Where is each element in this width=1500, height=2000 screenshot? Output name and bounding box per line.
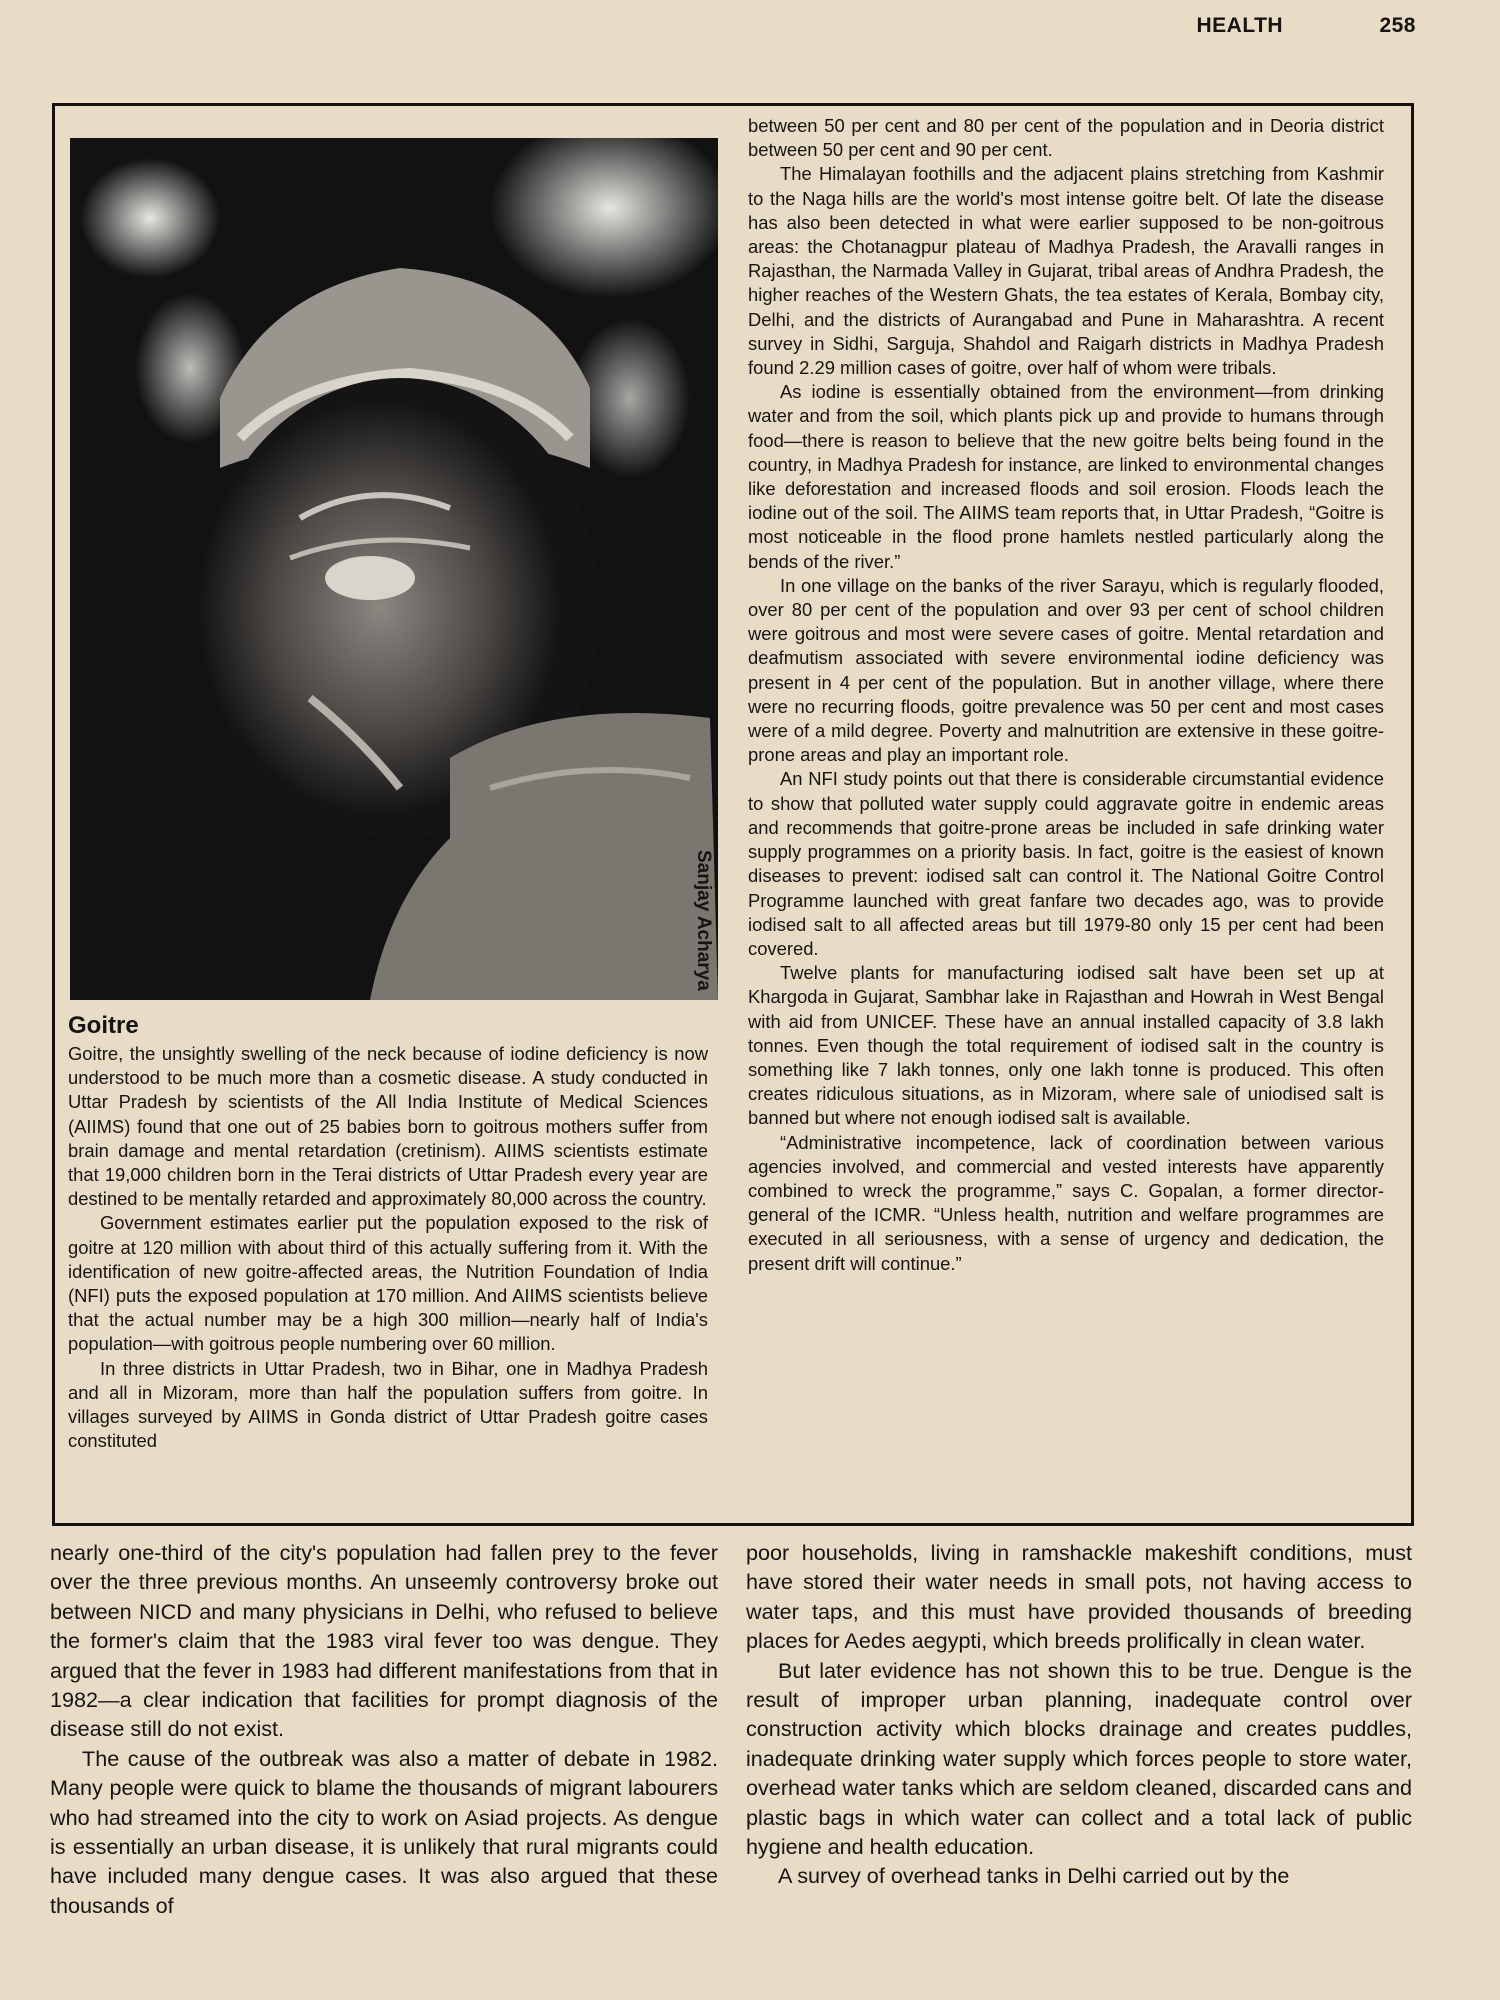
section-title: HEALTH <box>1196 14 1284 37</box>
box-paragraph: The Himalayan foothills and the adjacent plains stretching from Kashmir to the Naga hills are the world's most intense goitre belt. Of late the disease has also been detected in what were earlier supposed to be non-goitrous areas: the Chotanagpur plateau of Madhya Pradesh, the Aravalli ranges in Rajasthan, the Narmada Valley in Gujarat, tribal areas of Andhra Pradesh, the higher reaches of the Western Ghats, the tea estates of Kerala, Bombay city, Delhi, and the districts of Aurangabad and Pune in Maharashtra. A recent survey in Sidhi, Sarguja, Shahdol and Raigarh districts in Madhya Pradesh found 2.29 million cases of goitre, over half of whom were tribals. <box>748 163 1384 379</box>
main-column-right <box>746 1538 1412 1891</box>
body-paragraph: A survey of overhead tanks in Delhi carried out by the <box>778 1863 1290 1889</box>
body-paragraph: The cause of the outbreak was also a matter of debate in 1982. Many people were quick to blame the thousands of migrant labourers who had streamed into the city to work on Asiad projects. As dengue is essentially an urban disease, it is unlikely that rural migrants could have included many dengue cases. It was also argued that these thousands of <box>50 1745 718 1918</box>
photo-portrait-icon <box>70 138 718 1000</box>
main-column-left <box>50 1538 718 1920</box>
body-paragraph: nearly one-third of the city's population had fallen prey to the fever over the three previous months. An unseemly controversy broke out between NICD and many physicians in Delhi, who refused to believe the former's claim that the 1983 viral fever too was dengue. They argued that the fever in 1983 had different manifestations from that in 1982—a clear indication that facilities for prompt diagnosis of the disease still do not exist. <box>50 1540 718 1742</box>
box-paragraph: In one village on the banks of the river Sarayu, which is regularly flooded, over 80 per cent of the population and over 93 per cent of school children were goitrous and most were severe cases of goitre. Mental retardation and deafmutism associated with severe environmental iodine deficiency was present in 4 per cent of the population. But in another village, where there were no recurring floods, goitre prevalence was 50 per cent and most cases were of a mild degree. Poverty and malnutrition are extensive in these goitre-prone areas and play an important role. <box>748 574 1384 766</box>
goitre-caption <box>68 1012 708 1453</box>
caption-paragraph: Goitre, the unsightly swelling of the neck because of iodine deficiency is now understood to be much more than a cosmetic disease. A study conducted in Uttar Pradesh by scientists of the All India Institute of Medical Sciences (AIIMS) found that one out of 25 babies born to goitrous mothers suffer from brain damage and mental retardation (cretinism). AIIMS scientists estimate that 19,000 children born in the Terai districts of Uttar Pradesh every year are destined to be mentally retarded and approximately 80,000 across the country. <box>68 1043 708 1210</box>
goitre-photo <box>70 138 718 1000</box>
box-paragraph: between 50 per cent and 80 per cent of the population and in Deoria district between 50 per cent and 90 per cent. <box>748 115 1384 161</box>
caption-paragraph: Government estimates earlier put the population exposed to the risk of goitre at 120 million with about third of this actually suffering from it. With the identification of new goitre-affected areas, the Nutrition Foundation of India (NFI) puts the exposed population at 170 million. And AIIMS scientists believe that the actual number may be a high 300 million—nearly half of India's population—with goitrous people numbering over 60 million. <box>68 1212 708 1355</box>
body-paragraph: But later evidence has not shown this to be true. Dengue is the result of improper urban planning, inadequate control over construction activity which blocks drainage and creates puddles, inadequate drinking water supply which forces people to store water, overhead water tanks which are seldom cleaned, discarded cans and plastic bags in which water can collect and a total lack of public hygiene and health education. <box>746 1657 1412 1860</box>
body-paragraph: poor households, living in ramshackle makeshift conditions, must have stored their water needs in small pots, not having access to water taps, and this must have provided thousands of breeding places for Aedes aegypti, which breeds prolifically in clean water. <box>746 1540 1412 1654</box>
box-paragraph: “Administrative incompetence, lack of coordination between various agencies involved, and commercial and vested interests have apparently combined to wreck the programme,” says C. Gopalan, a former director-general of the ICMR. “Unless health, nutrition and welfare programmes are executed in all seriousness, with a sense of urgency and dedication, the present drift will continue.” <box>748 1131 1384 1274</box>
goitre-column-right <box>748 114 1384 1276</box>
box-paragraph: As iodine is essentially obtained from the environment—from drinking water and from the soil, which plants pick up and provide to humans through food—there is reason to believe that the new goitre belts being found in the country, in Madhya Pradesh for instance, are linked to environmental changes like deforestation and increased floods and soil erosion. Floods leach the iodine out of the soil. The AIIMS team reports that, in Uttar Pradesh, “Goitre is most noticeable in the flood prone hamlets nestled particularly along the bends of the river.” <box>748 381 1384 572</box>
box-paragraph: Twelve plants for manufacturing iodised salt have been set up at Khargoda in Gujarat, Sambhar lake in Rajasthan and Howrah in West Bengal with aid from UNICEF. These have an annual installed capacity of 3.8 lakh tonnes. Even though the total requirement of iodised salt in the country is something like 7 lakh tonnes, only one lakh tonne is produced. This often creates ridiculous situations, as in Mizoram, where sale of uniodised salt is banned but where not enough iodised salt is available. <box>748 962 1384 1129</box>
caption-title: Goitre <box>68 1012 139 1039</box>
box-paragraph: An NFI study points out that there is considerable circumstantial evidence to show that polluted water supply could aggravate goitre in endemic areas and recommends that goitre-prone areas be included in safe drinking water supply programmes on a priority basis. In fact, goitre is the easiest of known diseases to prevent: iodised salt can control it. The National Goitre Control Programme launched with great fanfare two decades ago, was to provide iodised salt to all affected areas but till 1979-80 only 15 per cent had been covered. <box>748 768 1384 959</box>
page-header <box>1197 14 1417 38</box>
photo-credit: Sanjay Acharya <box>693 850 714 991</box>
caption-paragraph: In three districts in Uttar Pradesh, two in Bihar, one in Madhya Pradesh and all in Mizoram, more than half the population suffers from goitre. In villages surveyed by AIIMS in Gonda district of Uttar Pradesh goitre cases constituted <box>68 1357 708 1452</box>
page-number: 258 <box>1379 14 1416 37</box>
